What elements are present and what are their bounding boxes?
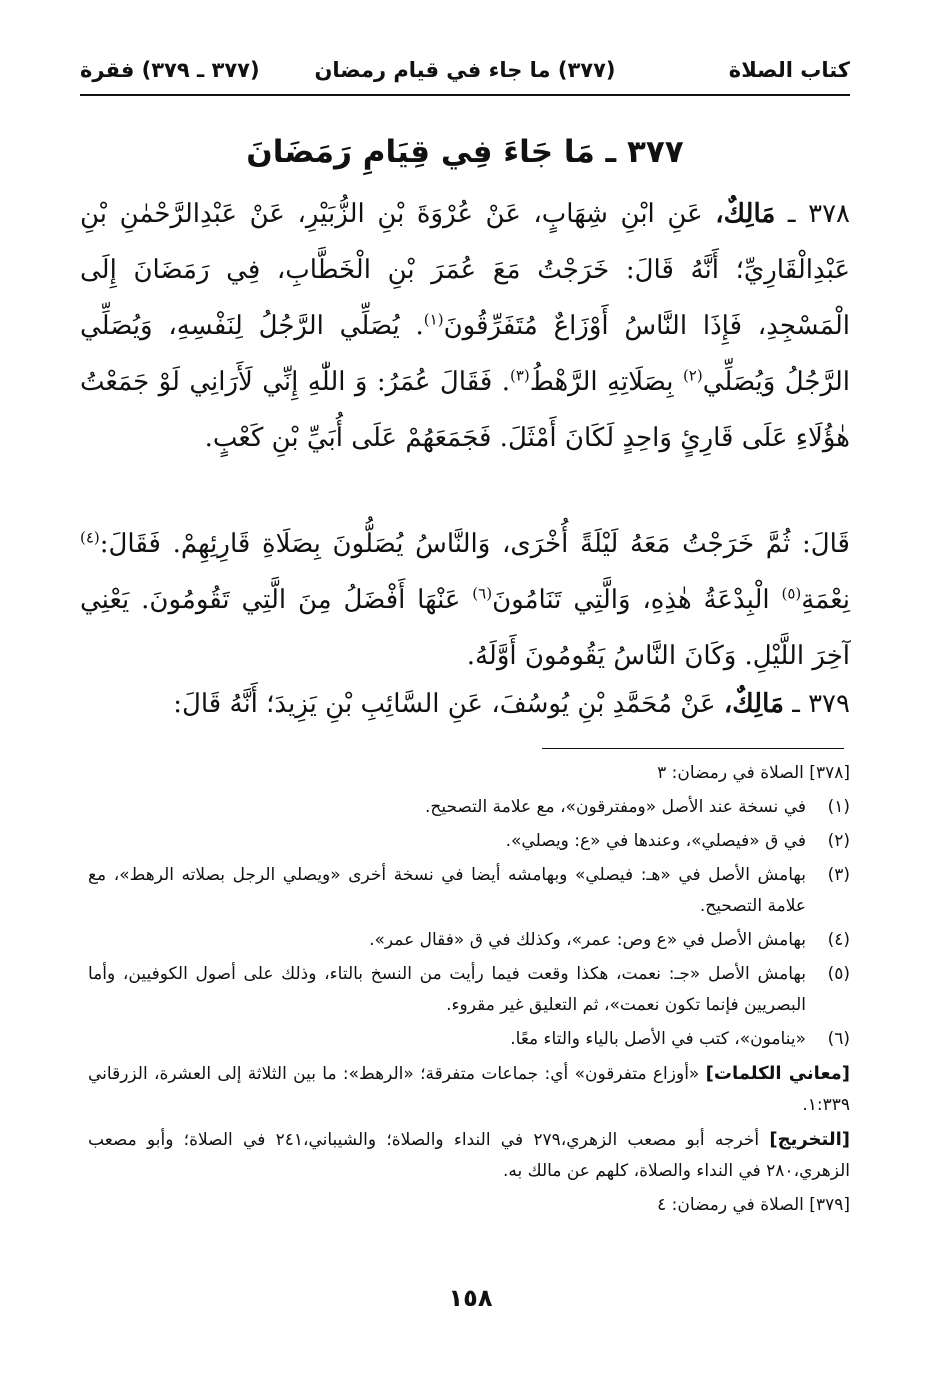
footnote-text: «ينامون»، كتب في الأصل بالياء والتاء معًا. — [510, 1029, 806, 1049]
source-reference: [٣٧٨] الصلاة في رمضان: ٣ — [657, 763, 850, 783]
footnote-number: (٢) — [827, 831, 850, 851]
hadith-378-continuation — [80, 516, 850, 684]
hadith-378 — [80, 186, 850, 466]
page-number: ١٥٨ — [448, 1284, 493, 1312]
footnote-item — [88, 925, 850, 956]
hadith-text: بِصَلَاتِهِ الرَّهْطُ — [529, 367, 683, 397]
footnote-text: في ق «فيصلي»، وعندها في «ع: ويصلي». — [505, 831, 806, 851]
footnote-item — [88, 826, 850, 857]
hadith-text: الْبِدْعَةُ هٰذِهِ، وَالَّتِي تَنَامُونَ — [492, 585, 782, 615]
footnote-ref[interactable]: (١) — [423, 310, 444, 329]
chapter-title: ٣٧٧ ـ مَا جَاءَ فِي قِيَامِ رَمَضَانَ — [246, 134, 684, 170]
footnote-ref[interactable]: (٦) — [472, 584, 493, 603]
footnote-item — [88, 1024, 850, 1055]
hadith-text: . فَقَالَ عُمَرُ: وَ اللّٰهِ إِنِّي لَأَرَانِي لَوْ جَمَعْتُ هٰؤُلَاءِ عَلَى قَارِئٍ وَاحِدٍ لَكَانَ أَمْثَلَ. فَجَمَعَهُمْ عَلَى أُبَيِّ بْنِ كَعْبٍ. — [80, 367, 850, 453]
running-header — [80, 58, 850, 92]
hadith-text: قَالَ: ثُمَّ خَرَجْتُ مَعَهُ لَيْلَةً أُخْرَى، وَالنَّاسُ يُصَلُّونَ بِصَلَاةِ قَارِئِهِمْ. فَقَالَ: — [99, 529, 850, 559]
hadith-text: نِعْمَةِ — [801, 585, 850, 615]
hadith-text: . يُصَلِّي الرَّجُلُ لِنَفْسِهِ، وَيُصَلِّي الرَّجُلُ وَيُصَلِّي — [80, 311, 850, 397]
footnote-number: (٤) — [827, 930, 850, 950]
footnote-ref[interactable]: (٥) — [781, 584, 802, 603]
word-meanings-label: [معاني الكلمات] — [705, 1063, 850, 1084]
narrator-name: مَالِكٌ، — [715, 199, 776, 229]
takhrij-label: [التخريج] — [769, 1129, 851, 1150]
footnote-text: بهامش الأصل في «ع وص: عمر»، وكذلك في ق «فقال عمر». — [369, 930, 806, 950]
footnote-number: (١) — [827, 797, 850, 817]
footnote-text: بهامش الأصل «جـ: نعمت، هكذا وقعت فيما رأيت من النسخ بالتاء، وذلك على أصول الكوفيين، وأما البصريين فإنما تكون نعمت»، ثم التعليق غير مقروء. — [88, 964, 806, 1015]
footnote-ref[interactable]: (٢) — [682, 366, 703, 385]
hadith-number: ٣٧٨ ـ — [787, 199, 851, 229]
footnote-item — [88, 860, 850, 922]
footnote-ref[interactable]: (٣) — [509, 366, 530, 385]
footnote-ref[interactable]: (٤) — [80, 528, 100, 547]
hadith-379 — [80, 676, 850, 732]
hadith-text: عَنْهَا أَفْضَلُ مِنَ الَّتِي تَقُومُونَ. يَعْنِي آخِرَ اللَّيْلِ. وَكَانَ النَّاسُ يَقُومُونَ أَوَّلَهُ. — [80, 585, 850, 671]
footnote-divider — [542, 748, 844, 749]
footnotes — [88, 758, 850, 1224]
footnote-number: (٣) — [827, 865, 850, 885]
footnote-number: (٥) — [827, 964, 850, 984]
word-meanings — [88, 1058, 850, 1121]
narrator-name: مَالِكٌ، — [723, 689, 784, 719]
footnote-number: (٦) — [827, 1029, 850, 1049]
hadith-number: ٣٧٩ ـ — [792, 689, 850, 719]
footnote-item — [88, 792, 850, 823]
takhrij — [88, 1124, 850, 1187]
footnote-text: في نسخة عند الأصل «ومفترقون»، مع علامة التصحيح. — [424, 797, 806, 817]
source-reference: [٣٧٩] الصلاة في رمضان: ٤ — [657, 1195, 850, 1215]
header-divider — [80, 94, 850, 96]
footnote-text: بهامش الأصل في «هـ: فيصلي» وبهامشه أيضا في نسخة أخرى «ويصلي الرجل بصلاته الرهط»، مع علامة التصحيح. — [88, 865, 806, 916]
header-book-title: كتاب الصلاة — [728, 58, 850, 82]
word-meanings-text: «أوزاع متفرقون» أي: جماعات متفرقة؛ «الرهط»: ما بين الثلاثة إلى العشرة، الزرقاني ١:٣٣٩. — [88, 1064, 850, 1115]
header-paragraph-range: (٣٧٧ ـ ٣٧٩) فقرة — [80, 58, 260, 82]
header-chapter-title: (٣٧٧) ما جاء في قيام رمضان — [314, 58, 616, 82]
hadith-text: عَنِ ابْنِ شِهَابٍ، عَنْ عُرْوَةَ بْنِ الزُّبَيْرِ، عَنْ عَبْدِالرَّحْمٰنِ بْنِ عَبْدِالْقَارِيِّ؛ أَنَّهُ قَالَ: خَرَجْتُ مَعَ عُمَرَ بْنِ الْخَطَّابِ، فِي رَمَضَانَ إِلَى الْمَسْجِدِ، فَإِذَا النَّاسُ أَوْزَاعٌ مُتَفَرِّقُونَ — [80, 199, 850, 341]
hadith-text: عَنْ مُحَمَّدِ بْنِ يُوسُفَ، عَنِ السَّائِبِ بْنِ يَزِيدَ؛ أَنَّهُ قَالَ: — [173, 689, 716, 719]
footnote-item — [88, 959, 850, 1021]
takhrij-text: أخرجه أبو مصعب الزهري،٢٧٩ في النداء والصلاة؛ والشيباني،٢٤١ في الصلاة؛ وأبو مصعب الزهري،٢٨٠ في النداء والصلاة، كلهم عن مالك به. — [88, 1130, 850, 1181]
